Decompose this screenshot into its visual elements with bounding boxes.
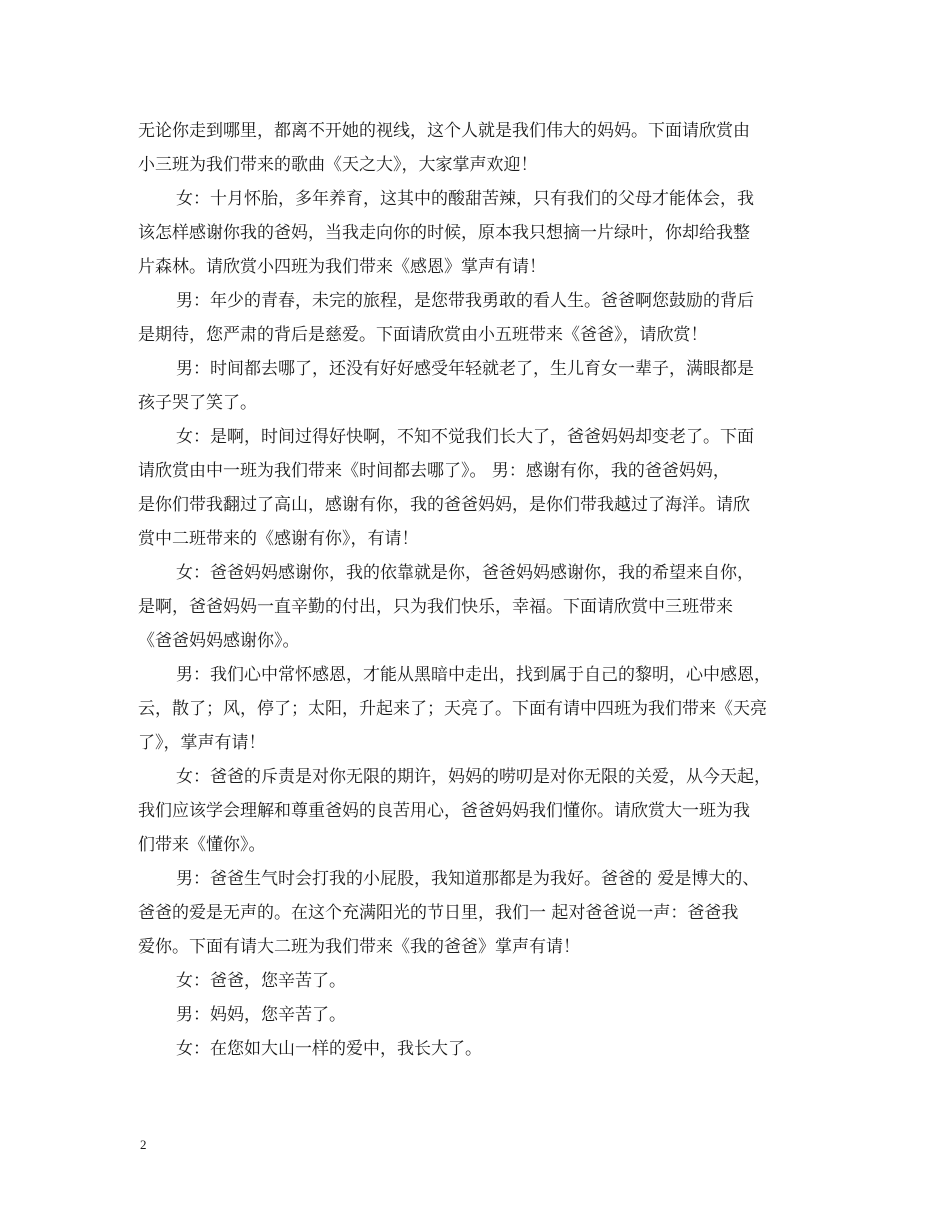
text-line: 是啊，爸爸妈妈一直辛勤的付出，只为我们快乐，幸福。下面请欣赏中三班带来	[138, 597, 733, 617]
text-line: 男：年少的青春，未完的旅程，是您带我勇敢的看人生。爸爸啊您鼓励的背后	[176, 291, 754, 311]
page-number: 2	[140, 1137, 147, 1152]
text-line: 女：爸爸的斥责是对你无限的期许，妈妈的唠叨是对你无限的关爱，从今天起，	[176, 767, 771, 787]
text-line: 云，散了；风，停了；太阳，升起来了；天亮了。下面有请中四班为我们带来《天亮	[138, 699, 767, 719]
text-line: 了》，掌声有请！	[138, 733, 266, 753]
text-line: 女：爸爸，您辛苦了。	[176, 971, 346, 991]
text-line: 赏中二班带来的《感谢有你》，有请！	[138, 529, 419, 549]
text-line: 《爸爸妈妈感谢你》。	[138, 631, 300, 651]
text-line: 男：爸爸生气时会打我的小屁股，我知道那都是为我好。爸爸的 爱是博大的、	[176, 869, 760, 889]
text-line: 该怎样感谢你我的爸妈，当我走向你的时候，原本我只想摘一片绿叶，你却给我整	[138, 223, 750, 243]
document-body	[138, 114, 816, 1066]
text-line: 女：在您如大山一样的爱中，我长大了。	[176, 1039, 482, 1059]
text-line: 请欣赏由中一班为我们带来《时间都去哪了》。 男：感谢有你，我的爸爸妈妈，	[138, 461, 730, 481]
text-line: 们带来《懂你》。	[138, 835, 266, 855]
text-line: 男：时间都去哪了，还没有好好感受年轻就老了，生儿育女一辈子，满眼都是	[176, 359, 754, 379]
text-line: 爸爸的爱是无声的。在这个充满阳光的节日里，我们一 起对爸爸说一声：爸爸我	[138, 903, 739, 923]
text-line: 小三班为我们带来的歌曲《天之大》，大家掌声欢迎！	[138, 155, 538, 175]
text-line: 片森林。请欣赏小四班为我们带来《感恩》掌声有请！	[138, 257, 546, 277]
text-line: 男：我们心中常怀感恩，才能从黑暗中走出，找到属于自己的黎明，心中感恩，	[176, 665, 771, 685]
text-line: 我们应该学会理解和尊重爸妈的良苦用心，爸爸妈妈我们懂你。请欣赏大一班为我	[138, 801, 750, 821]
text-line: 女：是啊，时间过得好快啊，不知不觉我们长大了，爸爸妈妈却变老了。下面	[176, 427, 754, 447]
text-line: 爱你。下面有请大二班为我们带来《我的爸爸》掌声有请！	[138, 937, 580, 957]
text-line: 是你们带我翻过了高山，感谢有你，我的爸爸妈妈，是你们带我越过了海洋。请欣	[138, 495, 750, 515]
text-line: 是期待，您严肃的背后是慈爱。下面请欣赏由小五班带来《爸爸》，请欣赏！	[138, 325, 708, 345]
text-line: 无论你走到哪里，都离不开她的视线，这个人就是我们伟大的妈妈。下面请欣赏由	[138, 121, 750, 141]
text-line: 女：十月怀胎，多年养育，这其中的酸甜苦辣，只有我们的父母才能体会，我	[176, 189, 754, 209]
text-line: 男：妈妈，您辛苦了。	[176, 1005, 346, 1025]
text-line: 孩子哭了笑了。	[138, 393, 257, 413]
text-line: 女：爸爸妈妈感谢你，我的依靠就是你，爸爸妈妈感谢你，我的希望来自你，	[176, 563, 754, 583]
